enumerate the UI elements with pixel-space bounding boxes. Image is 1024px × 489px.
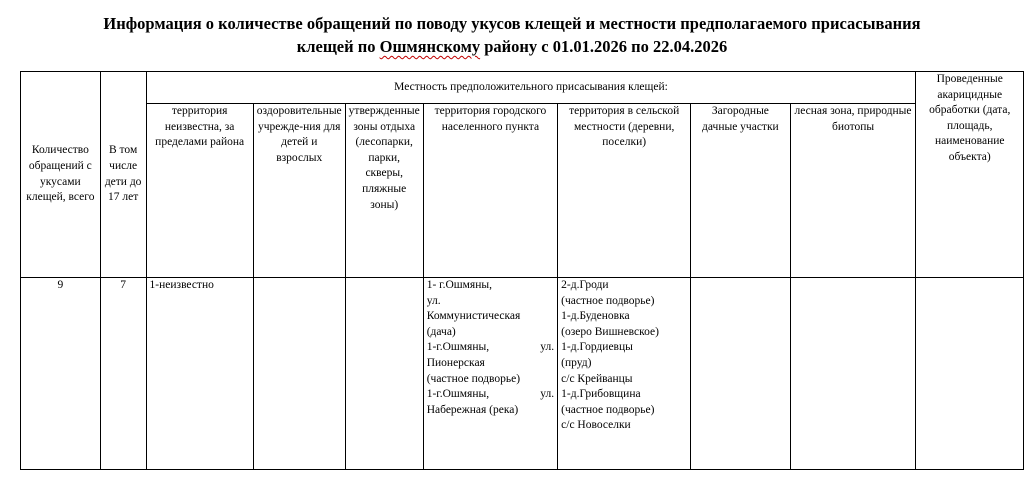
cell-acaricide <box>916 278 1024 470</box>
cell-dacha-plots <box>691 278 790 470</box>
header-rural-territory: территория в сельской местности (деревни, поселки) <box>558 104 691 278</box>
urban-entry-line: 1-г.Ошмяны, ул. <box>426 388 555 401</box>
table-row <box>21 278 1024 470</box>
title-line-2-end: району с 01.01.2026 по 22.04.2026 <box>480 37 728 56</box>
title-line-2 <box>0 35 1024 58</box>
rural-entry-line: 1-д.Буденовка <box>561 310 630 323</box>
rural-entry-line: 1-д.Гордиевцы <box>561 341 633 354</box>
cell-children: 7 <box>100 278 146 470</box>
title-line-1: Информация о количестве обращений по поводу укусов клещей и местности предполагаемого присасывания <box>103 14 921 33</box>
header-total-bites: Количество обращений с укусами клещей, всего <box>21 72 101 278</box>
urban-entry-line: 1- г.Ошмяны, <box>426 279 492 291</box>
urban-entry-line: (дача) <box>426 325 456 338</box>
rural-entry-line: с/с Новоселки <box>561 419 631 432</box>
header-urban-territory: территория городского населенного пункта <box>423 104 557 278</box>
cell-total: 9 <box>21 278 101 470</box>
header-children-under-17: В том числе дети до 17 лет <box>100 72 146 278</box>
urban-entry-line: (частное подворье) <box>426 372 521 385</box>
cell-forest-zone <box>790 278 916 470</box>
rural-entry-line: (пруд) <box>561 356 592 369</box>
rural-entry-line: (озеро Вишневское) <box>561 325 659 338</box>
cell-urban-territory <box>423 278 557 470</box>
rural-entry-line: с/с Крейванцы <box>561 372 633 385</box>
title-line-2-start: клещей по <box>296 37 380 56</box>
cell-unknown-territory: 1-неизвестно <box>146 278 253 470</box>
header-acaricide-treatment <box>916 72 1024 278</box>
urban-entry-line: ул. <box>426 294 441 307</box>
header-health-institutions: оздоровительные учрежде-ния для детей и взрослых <box>253 104 345 278</box>
cell-health-institutions <box>253 278 345 470</box>
urban-entry-line: 1-г.Ошмяны, ул. <box>426 341 555 354</box>
header-dacha-plots: Загородные дачные участки <box>691 104 790 278</box>
rural-entry-line: (частное подворье) <box>561 294 655 307</box>
title-district-name: Ошмянскому <box>379 37 481 56</box>
acaricide-header-text: Проведенные акарицидные обработки (дата, площадь, наименование объекта) <box>929 73 1011 163</box>
rural-entry-line: 1-д.Грибовщина <box>561 388 641 401</box>
cell-recreation-zones <box>345 278 423 470</box>
header-location-group: Местность предположительного присасывания клещей: <box>146 72 916 104</box>
urban-entry-line: Пионерская <box>426 356 485 369</box>
rural-entry-line: (частное подворье) <box>561 403 655 416</box>
header-recreation-zones: утвержденные зоны отдыха (лесопарки, парки, скверы, пляжные зоны) <box>345 104 423 278</box>
cell-rural-territory <box>558 278 691 470</box>
document-title <box>0 12 1024 58</box>
header-forest-zone: лесная зона, природные биотопы <box>790 104 916 278</box>
header-unknown-territory: территория неизвестна, за пределами района <box>146 104 253 278</box>
tick-bites-table <box>20 71 1024 470</box>
urban-entry-line: Набережная (река) <box>426 403 519 416</box>
urban-entry-line: Коммунистическая <box>426 310 521 323</box>
rural-entry-line: 2-д.Гроди <box>561 279 609 291</box>
